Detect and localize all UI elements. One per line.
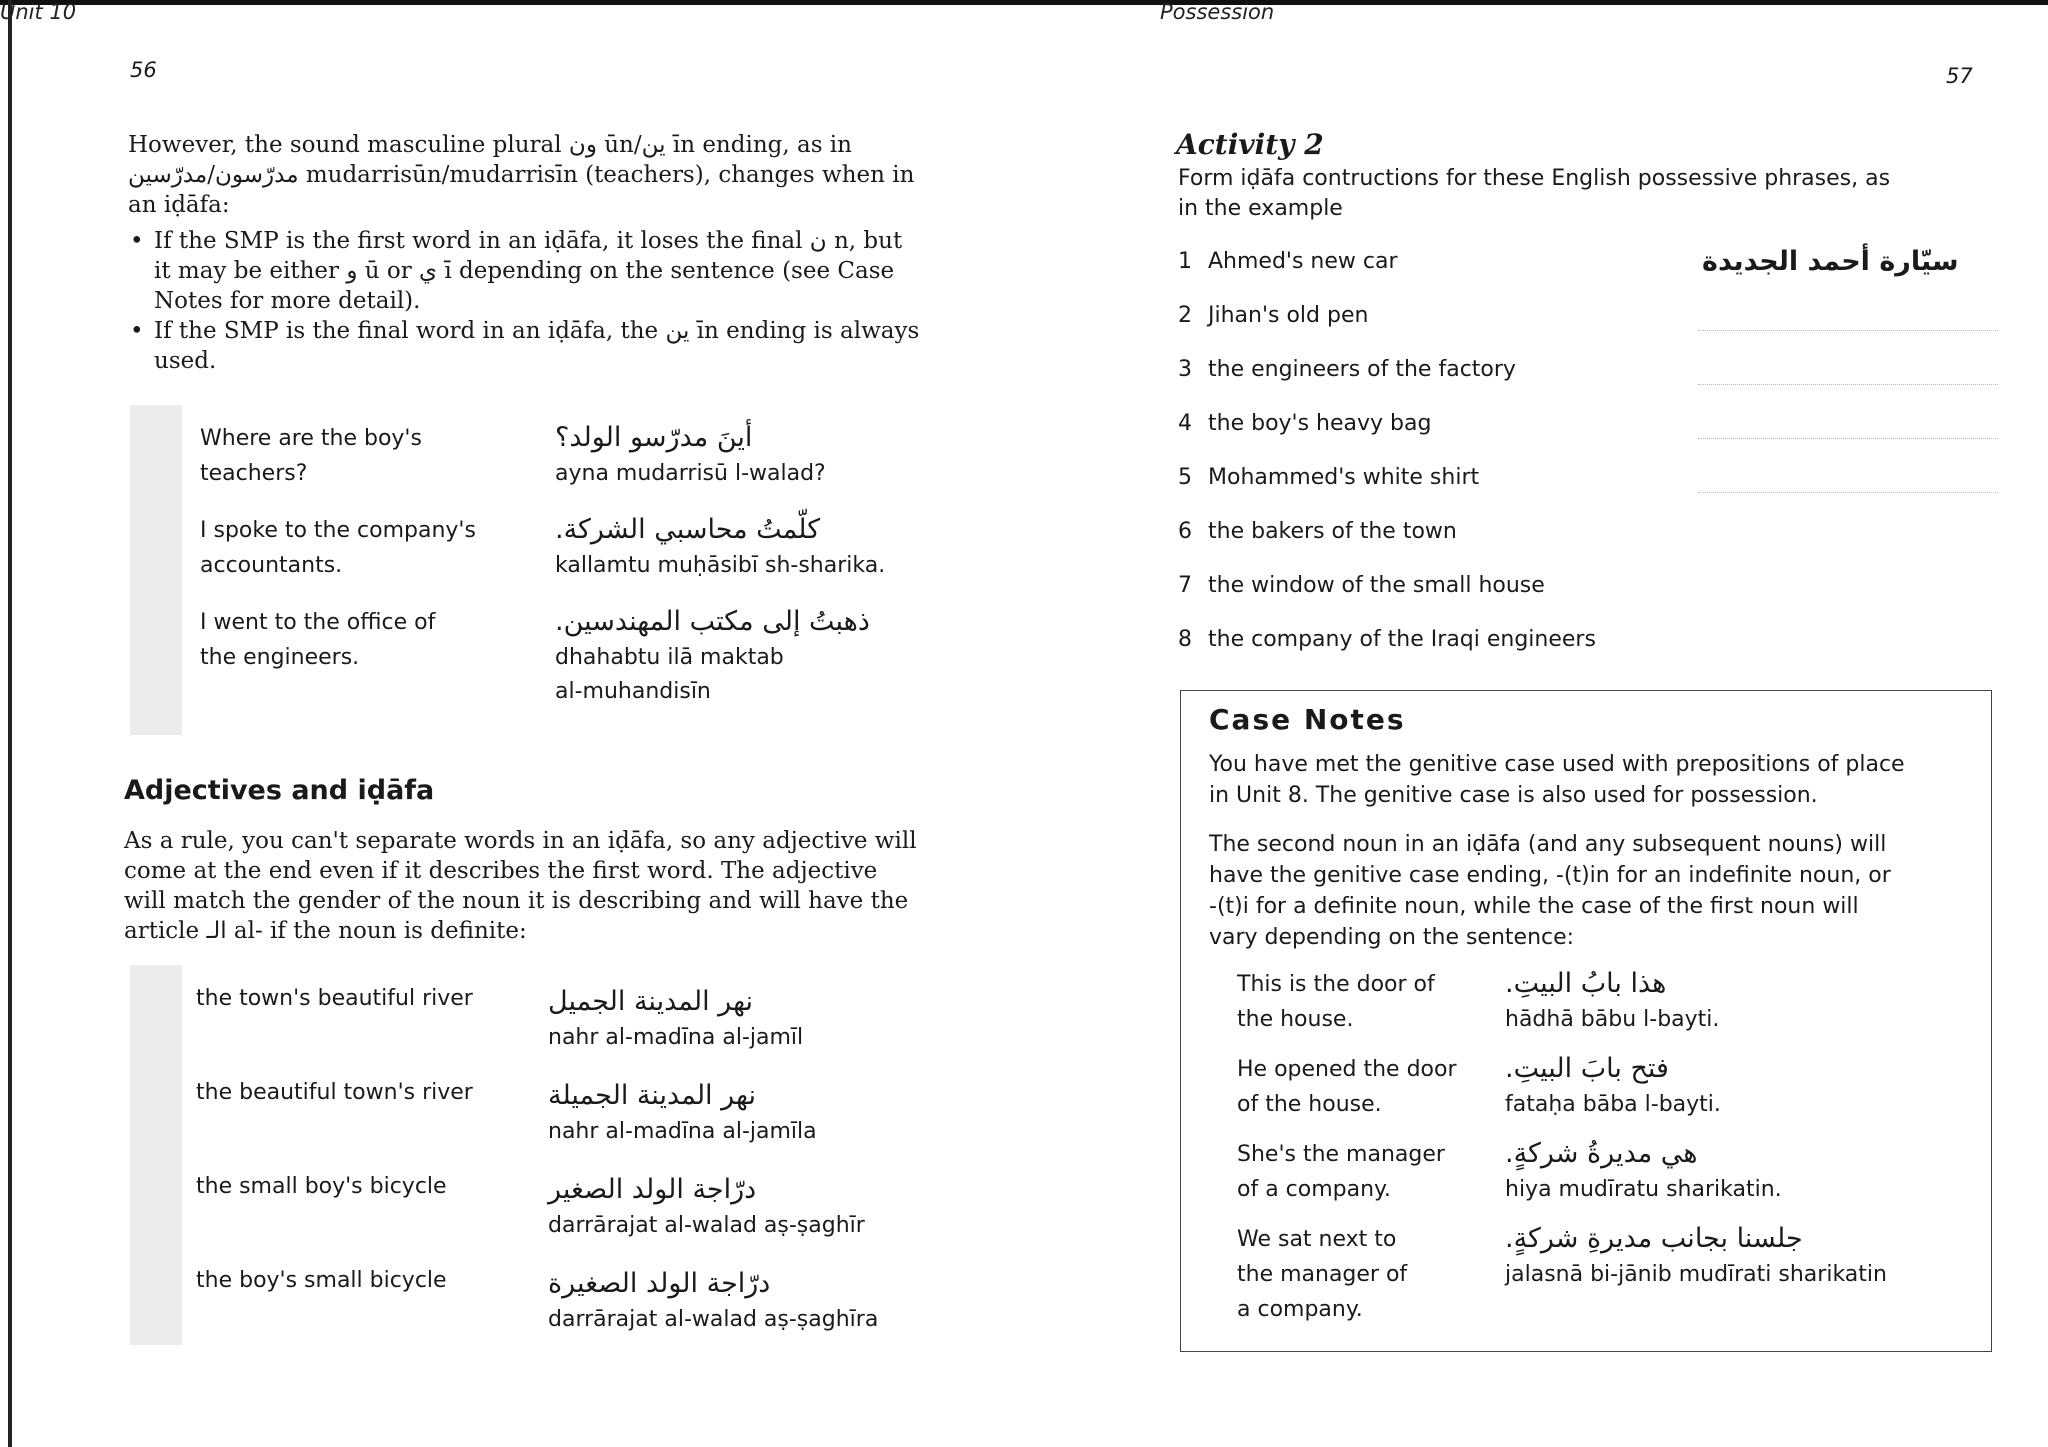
example-translit: nahr al-madīna al-jamīla: [548, 1119, 817, 1144]
box-shade-strip: [130, 965, 182, 1345]
example-translit: darrārajat al-walad aṣ-ṣaghīra: [548, 1307, 879, 1332]
right-page: [1160, 0, 2030, 1447]
example-arabic: درّاجة الولد الصغيرة: [548, 1268, 771, 1299]
example-arabic: كلّمتُ محاسبي الشركة.: [555, 514, 821, 545]
activity-item: 5 Mohammed's white shirt: [1178, 465, 1480, 490]
case-notes-box: [1180, 690, 1992, 1352]
adjective-paragraph: As a rule, you can't separate words in an iḍāfa, so any adjective will come at the end even if it describes the first word. The adjective will match the gender of the noun it is describing and will have the article الـ al- if the noun is definite:: [124, 828, 917, 944]
section-heading: Adjectives and iḍāfa: [124, 775, 435, 806]
case-example-arabic: فتح بابَ البيتِ.: [1505, 1053, 1669, 1084]
example-arabic: نهر المدينة الجميل: [548, 986, 754, 1017]
example-translit: nahr al-madīna al-jamīl: [548, 1025, 804, 1050]
answer-blank-line[interactable]: [1698, 491, 1998, 493]
box-shade-strip: [130, 405, 182, 735]
right-page-number: 57: [1946, 64, 1973, 88]
example-english: the beautiful town's river: [196, 1080, 473, 1105]
case-example-arabic: هي مديرةُ شركةٍ.: [1505, 1138, 1698, 1169]
left-page-number: 56: [130, 58, 157, 82]
bullet-item: • If the SMP is the first word in an iḍāfa, it loses the final ن n, but it may be either و ū or ي ī depending on the sentence (see Case Notes for more detail).: [126, 226, 926, 316]
activity-item: 3 the engineers of the factory: [1178, 357, 1516, 382]
case-notes-title: Case Notes: [1209, 703, 1406, 736]
example-english: I spoke to the company's accountants.: [200, 518, 476, 578]
activity-item: 6 the bakers of the town: [1178, 519, 1457, 544]
case-notes-paragraph: The second noun in an iḍāfa (and any subsequent nouns) will have the genitive case ending, -(t)in for an indefinite noun, or -(t)i for a definite noun, while the case of the first noun will vary depending on the sentence:: [1209, 832, 1891, 950]
activity-answer-example: سيّارة أحمد الجديدة: [1702, 246, 1959, 277]
case-example-translit: fataḥa bāba l-bayti.: [1505, 1092, 1721, 1117]
case-example-arabic: هذا بابُ البيتِ.: [1505, 968, 1667, 999]
right-running-head: Possession: [1160, 0, 1275, 24]
activity-item: 2 Jihan's old pen: [1178, 303, 1369, 328]
case-example-translit: jalasnā bi-jānib mudīrati sharikatin: [1505, 1262, 1887, 1287]
activity-item: 1 Ahmed's new car: [1178, 249, 1398, 274]
example-arabic: ذهبتُ إلى مكتب المهندسين.: [555, 606, 870, 637]
adjective-example-box: [130, 965, 910, 1345]
example-arabic: درّاجة الولد الصغير: [548, 1174, 757, 1205]
case-example-english: This is the door of the house.: [1237, 972, 1435, 1032]
example-english: the town's beautiful river: [196, 986, 473, 1011]
activity-item: 8 the company of the Iraqi engineers: [1178, 627, 1596, 652]
example-english: I went to the office of the engineers.: [200, 610, 436, 670]
example-translit: dhahabtu ilā maktab: [555, 645, 784, 670]
activity-item: 7 the window of the small house: [1178, 573, 1545, 598]
example-english: the boy's small bicycle: [196, 1268, 447, 1293]
case-example-english: He opened the door of the house.: [1237, 1057, 1457, 1117]
example-english: the small boy's bicycle: [196, 1174, 447, 1199]
answer-blank-line[interactable]: [1698, 383, 1998, 385]
case-example-translit: hiya mudīratu sharikatin.: [1505, 1177, 1782, 1202]
activity-item: 4 the boy's heavy bag: [1178, 411, 1432, 436]
example-translit: kallamtu muḥāsibī sh-sharika.: [555, 553, 886, 578]
bullet-item: • If the SMP is the final word in an iḍāfa, the ين īn ending is always used.: [126, 316, 926, 376]
activity-title: Activity 2: [1176, 128, 1324, 161]
example-arabic: أينَ مدرّسو الولد؟: [555, 422, 753, 453]
left-running-head: Unit 10: [0, 0, 77, 24]
answer-blank-line[interactable]: [1698, 437, 1998, 439]
intro-paragraph: However, the sound masculine plural ون ūn/ين īn ending, as in مدرّسون/مدرّسين mudarrisūn/mudarrisīn (teachers), changes when in an iḍāfa:: [128, 132, 915, 218]
activity-instruction: Form iḍāfa contructions for these English possessive phrases, as in the example: [1178, 166, 1891, 221]
example-translit: darrārajat al-walad aṣ-ṣaghīr: [548, 1213, 865, 1238]
smp-example-box: [130, 405, 910, 735]
example-translit: al-muhandisīn: [555, 679, 711, 704]
case-example-arabic: جلسنا بجانب مديرةِ شركةٍ.: [1505, 1223, 1803, 1254]
answer-blank-line[interactable]: [1698, 329, 1998, 331]
example-arabic: نهر المدينة الجميلة: [548, 1080, 756, 1111]
example-english: Where are the boy's teachers?: [200, 426, 422, 486]
case-notes-paragraph: You have met the genitive case used with prepositions of place in Unit 8. The genitive case is also used for possession.: [1209, 752, 1905, 808]
left-page: [0, 0, 1010, 1447]
smp-bullet-list: [126, 226, 926, 376]
case-example-translit: hādhā bābu l-bayti.: [1505, 1007, 1720, 1032]
case-example-english: We sat next to the manager of a company.: [1237, 1227, 1408, 1322]
case-example-english: She's the manager of a company.: [1237, 1142, 1445, 1202]
example-translit: ayna mudarrisū l-walad?: [555, 461, 826, 486]
